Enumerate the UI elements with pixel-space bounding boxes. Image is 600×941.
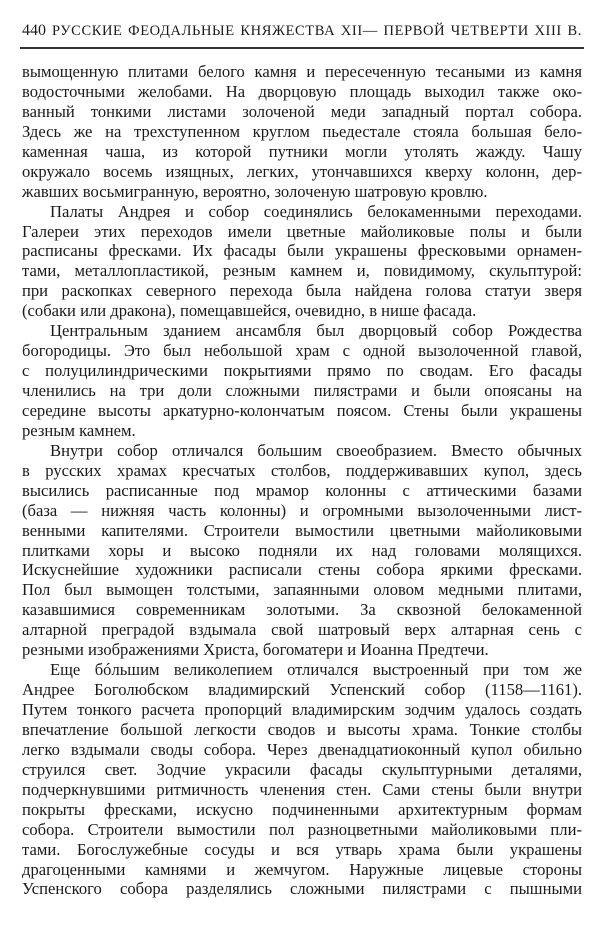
text-line: Пол был вымощен толстыми, запаянными оловом медными плитами,: [22, 580, 582, 600]
text-line: высились расписанные под мрамор колонны с аттическими базами: [22, 480, 582, 500]
text-line: собора. Строители вымостили пол разноцветными майоликовыми пли-: [22, 819, 582, 839]
text-line: тами, металлопластикой, резным камнем и, повидимому, скульптурой:: [22, 261, 582, 281]
text-line: жавших восьмигранную, вероятно, золоченую шатровую кровлю.: [22, 181, 488, 201]
paragraph: [22, 441, 582, 660]
running-header: [22, 22, 582, 42]
text-line: расписаны фресками. Их фасады были украшены фресковыми орнамен-: [22, 241, 582, 261]
text-line: Внутри собор отличался большим своеобразием. Вместо обычных: [50, 440, 582, 460]
text-line: венными капителями. Строители вымостили цветными майоликовыми: [22, 520, 582, 540]
body-text: [22, 62, 582, 899]
text-line: при раскопках северного перехода была найдена голова статуи зверя: [22, 281, 582, 301]
text-line: тами. Богослужебные сосуды и вся утварь храма были украшены: [22, 839, 582, 859]
text-line: казавшимися современникам золотыми. За сквозной белокаменной: [22, 600, 582, 620]
text-line: Успенского собора разделялись сложными пилястрами с пышными: [22, 879, 582, 899]
text-line: Еще бóльшим великолепием отличался выстроенный при том же: [50, 660, 582, 680]
paragraph: [22, 202, 582, 322]
paragraph: [22, 321, 582, 441]
paragraph: [22, 62, 582, 202]
text-line: Андрее Боголюбском владимирский Успенский собор (1158—1161).: [22, 680, 582, 700]
text-line: окружало восемь изящных, легких, утончавшихся кверху колонн, дер-: [22, 161, 582, 181]
text-line: (база — нижняя часть колонны) и огромными вызолоченными лист-: [22, 500, 582, 520]
text-line: Искуснейшие художники расписали стены собора яркими фресками.: [22, 560, 582, 580]
text-line: впечатление большой легкости сводов и высоты храма. Тонкие столбы: [22, 719, 582, 739]
paragraph: [22, 660, 582, 899]
text-line: резным камнем.: [22, 420, 136, 440]
text-line: струился свет. Зодчие украсили фасады скульптурными деталями,: [22, 759, 582, 779]
text-line: с полуцилиндрическими покрытиями прямо по сводам. Его фасады: [22, 361, 582, 381]
text-line: покрыты фресками, искусно подчиненными архитектурным формам: [22, 799, 582, 819]
text-line: алтарной преградой вздымала свой шатровый верх алтарная сень с: [22, 620, 582, 640]
text-line: (собаки или дракона), помещавшейся, очевидно, в нише фасада.: [22, 301, 477, 321]
text-line: каменная чаша, из которой путники могли утолять жажду. Чашу: [22, 141, 582, 161]
text-line: богородицы. Это был небольшой храм с одной вызолоченной главой,: [22, 341, 582, 361]
text-line: Путем тонкого расчета пропорций владимирским зодчим удалось создать: [22, 700, 582, 719]
text-line: резными изображениями Христа, богоматери и Иоанна Предтечи.: [22, 640, 489, 660]
text-line: ванный тонкими листами золоченой меди западный портал собора.: [22, 101, 582, 121]
page-number: 440: [22, 22, 46, 39]
text-line: членились на три доли сложными пилястрами и были опоясаны на: [22, 381, 582, 400]
text-line: Центральным зданием ансамбля был дворцовый собор Рождества: [50, 321, 582, 341]
text-line: Галереи этих переходов имели цветные майоликовые полы и были: [22, 221, 582, 241]
text-line: водосточными желобами. На дворцовую площадь выходил также око-: [22, 81, 582, 101]
running-title: РУССКИЕ ФЕОДАЛЬНЫЕ КНЯЖЕСТВА XII— ПЕРВОЙ ЧЕТВЕРТИ XIII В.: [52, 23, 582, 39]
text-line: в русских храмах кресчатых столбов, поддерживавших купол, здесь: [22, 460, 582, 480]
text-line: середине высоты аркатурно-колончатым поясом. Стены были украшены: [22, 400, 582, 420]
text-line: плитками хоры и высоко подняли их над головами молящихся.: [22, 540, 582, 560]
text-line: подчеркнувшими ритмичность членения стен. Сами стены были внутри: [22, 779, 582, 799]
text-line: драгоценными камнями и жемчугом. Наружные лицевые стороны: [22, 859, 582, 879]
text-line: Палаты Андрея и собор соединялись белокаменными переходами.: [50, 201, 582, 221]
text-line: вымощенную плитами белого камня и пересеченную тесаными из камня: [22, 62, 582, 81]
header-rule: [20, 47, 584, 49]
text-line: Здесь же на трехступенном круглом пьедестале стояла большая бело-: [22, 121, 582, 141]
text-line: легко вздымали своды собора. Через двенадцатиоконный купол обильно: [22, 739, 582, 759]
